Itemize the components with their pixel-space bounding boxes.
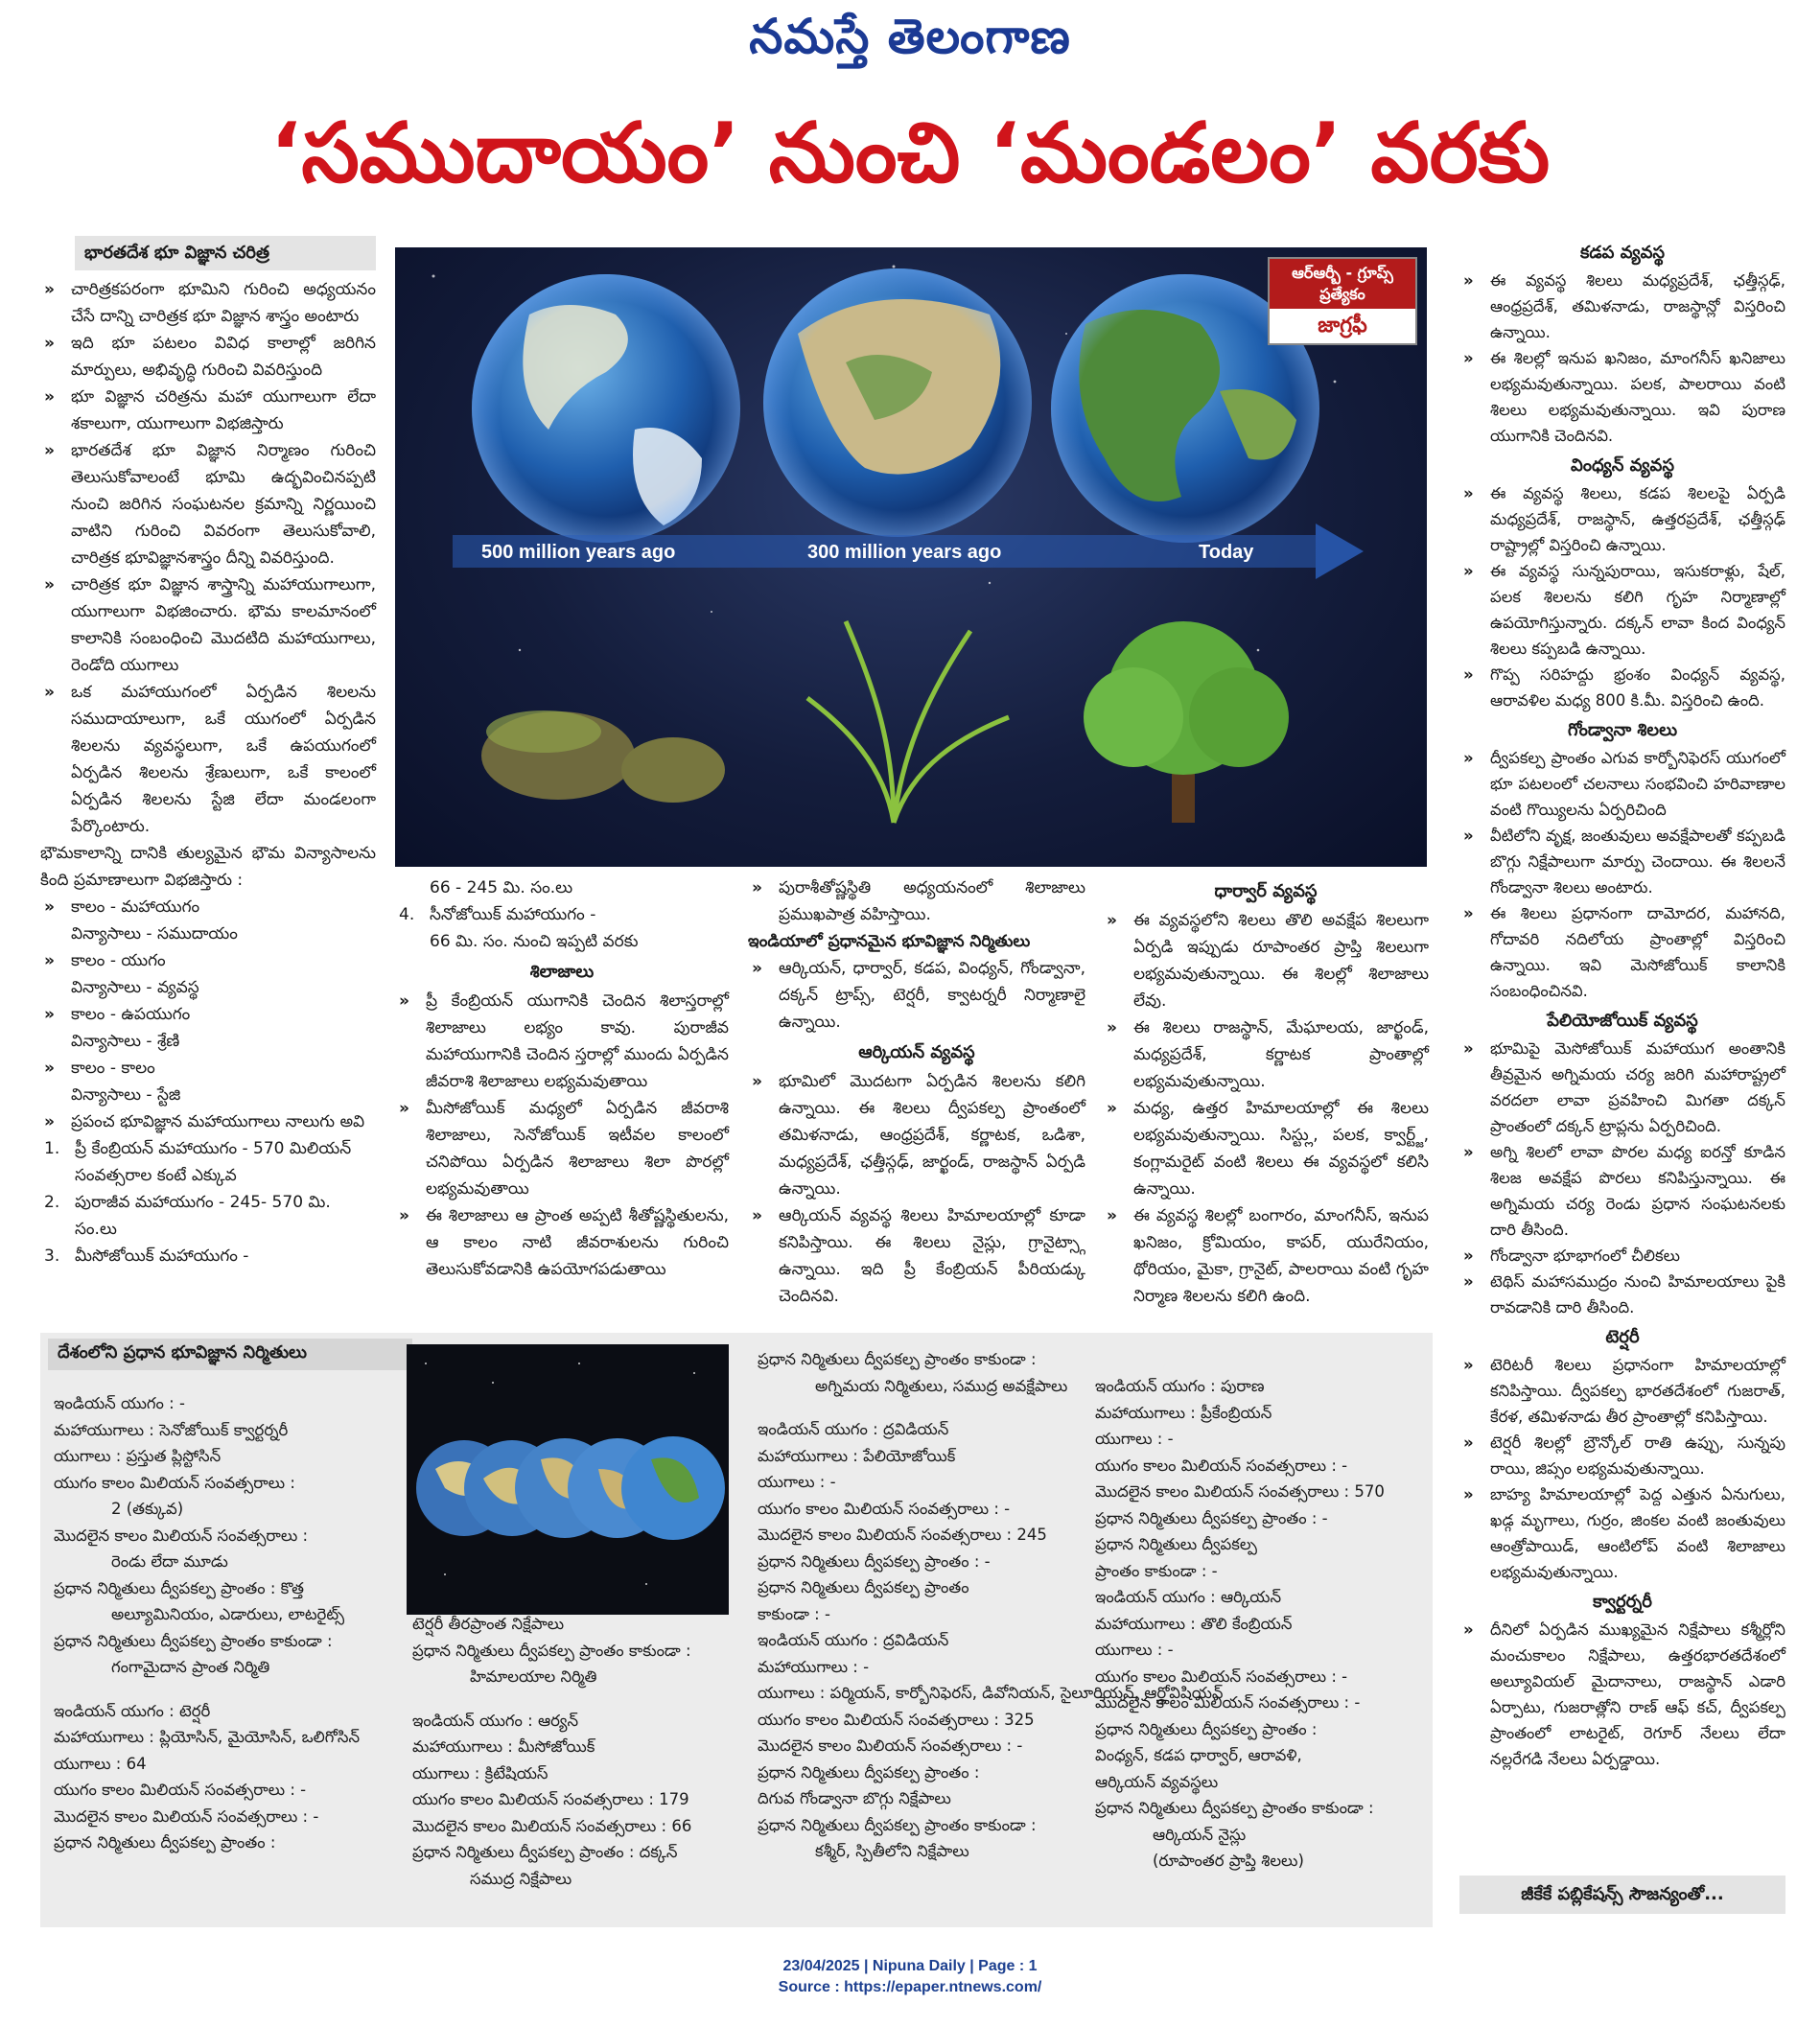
list-item: » ఈ శిలలు రాజస్థాన్, మేఘాలయ, జార్ఖండ్, మధ్యప్రదేశ్, కర్ణాటక ప్రాంతాల్లో లభ్యమవుతున్నాయి. [1103, 1014, 1429, 1095]
table-row: దిగువ గోండ్వానా బొగ్గు నిక్షేపాలు [758, 1789, 951, 1807]
table-row: ప్రధాన నిర్మితులు ద్వీపకల్ప ప్రాంతం : [54, 1833, 276, 1852]
formations-col-2 [412, 1611, 758, 1892]
section-heading: పేలియోజోయిక్ వ్యవస్థ [1547, 1011, 1698, 1031]
list-item: » గొప్ప సరిహద్దు భ్రంశం వింధ్యన్ వ్యవస్థ, ఆరావళిల మధ్య 800 కి.మీ. విస్తరించి ఉంది. [1459, 662, 1785, 713]
table-row: ప్రధాన నిర్మితులు ద్వీపకల్ప ప్రాంతం [758, 1578, 969, 1596]
list-item [40, 1135, 376, 1189]
list-item: » ఈ వ్యవస్థలోని శిలలు తొలి అవక్షేప శిలలుగా ఏర్పడి ఇప్పుడు రూపాంతర ప్రాప్తి శిలలుగా లభ్యమవుతున్నాయి. ఈ శిలల్లో శిలాజాలు లేవు. [1103, 907, 1429, 1014]
fern-icon [807, 621, 1009, 823]
table-row: ప్రధాన నిర్మితులు ద్వీపకల్ప ప్రాంతం : [1095, 1719, 1318, 1738]
list-item: » భూ విజ్ఞాన చరిత్రను మహా యుగాలుగా లేదా శకాలుగా, యుగాలుగా విభజిస్తారు [40, 384, 376, 437]
list-item: » టెథిస్ మహాసముద్రం నుంచి హిమాలయాలు పైకి రావడానికి దారి తీసింది. [1459, 1269, 1785, 1320]
list-item: » భారతదేశ భూ విజ్ఞాన నిర్మాణం గురించి తెలుసుకోవాలంటే భూమి ఉద్భవించినప్పటి నుంచి జరిగిన సంఘటనల క్రమాన్ని నిర్ణయించి వాటిని గురించి వివరంగా తెలుసుకోవాలి, చారిత్రక భూవిజ్ఞానశాస్త్రం దీన్ని వివరిస్తుంది. [40, 437, 376, 571]
list-text: మీసోజోయిక్ మహాయుగం - [75, 1246, 249, 1266]
list-text: పురాజీవ మహాయుగం - 245- 570 మి. సం.లు [75, 1193, 331, 1239]
list-item: » భూమిపై మెసోజోయిక్ మహాయుగ అంతానికి తీవ్రమైన అగ్నిమయ చర్య జరిగి మహారాష్ట్రలో వరదలా లావా ప్రవహించి మిగతా దక్కన్ ప్రాంతంలో దక్కన్ ట్రాప్లను ఏర్పరిచింది. [1459, 1036, 1785, 1139]
section-heading: దేశంలోని ప్రధాన భూవిజ్ఞాన నిర్మితులు [48, 1339, 412, 1370]
table-row: యుగం కాలం మిలియన్ సంవత్సరాలు : - [1095, 1666, 1348, 1686]
list-item: » ఈ శిలాజాలు ఆ ప్రాంత అప్పటి శీతోష్ణస్థితులను, ఆ కాలం నాటి జీవరాశులను గురించి తెలుసుకోవడానికి ఉపయోగపడుతాయి [395, 1202, 729, 1283]
list-item: » ద్వీపకల్ప ప్రాంతం ఎగువ కార్బోనిఫెరస్ యుగంలో భూ పటలంలో చలనాలు సంభవించి హరివాణాల వంటి గొయ్యిలను ఏర్పరిచింది [1459, 745, 1785, 823]
table-row: ప్రధాన నిర్మితులు ద్వీపకల్ప ప్రాంతం : దక్కన్ [412, 1843, 678, 1861]
table-row: టెర్షరీ తీరప్రాంత నిక్షేపాలు [412, 1615, 565, 1633]
list-item: » టెర్షరీ శిలల్లో బ్రౌన్కోల్ రాతి ఉప్పు, సున్నపు రాయి, జిప్సం లభ్యమవుతున్నాయి. [1459, 1430, 1785, 1481]
table-row: ప్రధాన నిర్మితులు ద్వీపకల్ప [1095, 1535, 1257, 1553]
table-row: ఆర్కియన్ వ్యవస్థలు [1095, 1772, 1219, 1791]
tree-icon [1084, 621, 1289, 823]
page-headline: ‘సముదాయం’ నుంచి ‘మండలం’ వరకు [269, 105, 1551, 201]
table-row: రెండు లేదా మూడు [111, 1552, 228, 1571]
moss-rock-icon [481, 711, 725, 803]
table-row: మొదలైన కాలం మిలియన్ సంవత్సరాలు : 245 [758, 1526, 1047, 1544]
table-row: ప్రధాన నిర్మితులు ద్వీపకల్ప ప్రాంతం కాకుండా : [54, 1631, 333, 1650]
table-row: మొదలైన కాలం మిలియన్ సంవత్సరాలు : - [1095, 1693, 1361, 1712]
section-heading: వింధ్యన్ వ్యవస్థ [1571, 455, 1674, 476]
section-heading: టెర్షరీ [1605, 1327, 1640, 1347]
list-item: » ఆర్కియన్, ధార్వార్, కడప, వింధ్యన్, గోండ్వానా, దక్కన్ ట్రాప్స్, టెర్షరీ, క్వాటర్నరీ నిర్మాణాలై ఉన్నాయి. [748, 955, 1085, 1036]
table-row: ప్రధాన నిర్మితులు ద్వీపకల్ప ప్రాంతం : కొత్త [54, 1578, 304, 1597]
table-row: యుగాలు : ప్రస్తుత ప్లిస్టోసిన్ [54, 1447, 222, 1465]
table-row: అల్యూమినియం, ఎడారులు, లాటరైట్స్ [111, 1605, 345, 1623]
section-heading: క్వార్టర్నరీ [1593, 1592, 1652, 1612]
list-item: » ఈ వ్యవస్థ శిలలు మధ్యప్రదేశ్, ఛత్తీస్గఢ్, ఆంధ్రప్రదేశ్, తమిళనాడు, రాజస్థాన్లో విస్తరించి ఉన్నాయి. [1459, 268, 1785, 345]
table-row: ప్రధాన నిర్మితులు ద్వీపకల్ప ప్రాంతం కాకుండా : [1095, 1799, 1374, 1817]
table-row: ఇండియన్ యుగం : టెర్షరీ [54, 1701, 211, 1720]
subheading: ఇండియాలో ప్రధానమైన భూవిజ్ఞాన నిర్మితులు [748, 932, 1031, 951]
table-row: యుగాలు : - [758, 1473, 836, 1491]
list-item: » దీనిలో ఏర్పడిన ముఖ్యమైన నిక్షేపాలు కశ్మీర్లోని మంచుకాలం నిక్షేపాలు, ఉత్తరభారతదేశంలో అల్యూవియల్ మైదానాలు, రాజస్థాన్ ఎడారి ఏర్పాటు, గుజరాత్లోని రాణ్ ఆఫ్ కచ్, ద్వీపకల్ప ప్రాంతంలో లాటరైట్, రెగూర్ నేలలు లేదా నల్లరేగడి నేలలు ఏర్పడ్డాయి. [1459, 1617, 1785, 1772]
table-row: యుగాలు : - [1095, 1430, 1174, 1448]
table-row: యుగాలు : పర్మియన్, కార్బోనిఫెరస్, డివోనియన్, సైలూరియన్, ఆర్డోవిషియన్ [758, 1684, 1224, 1702]
table-row: అగ్నిమయ నిర్మితులు, సముద్ర అవక్షేపాలు [815, 1376, 1068, 1395]
list-item: » చారిత్రక భూ విజ్ఞాన శాస్త్రాన్ని మహాయుగాలుగా, యుగాలుగా విభజించారు. భౌమ కాలమానంలో కాలానికి సంబంధించి మొదటిది మహాయుగాలు, రెండోది యుగాలు [40, 571, 376, 679]
list-item [40, 1243, 376, 1270]
table-row: మొదలైన కాలం మిలియన్ సంవత్సరాలు : [54, 1526, 309, 1545]
section-heading: గోండ్వానా శిలలు [1567, 720, 1678, 740]
table-row: ప్రధాన నిర్మితులు ద్వీపకల్ప ప్రాంతం : - [758, 1551, 991, 1571]
table-row: యుగాలు : - [1095, 1641, 1174, 1659]
table-row: గంగామైదాన ప్రాంత నిర్మితి [111, 1658, 270, 1676]
list-item: » వీటిలోని వృక్ష, జంతువులు అవక్షేపాలతో కప్పబడి బొగ్గు నిక్షేపాలుగా మార్పు చెందాయి. ఈ శిలలనే గోండ్వానా శిలలు అంటారు. [1459, 823, 1785, 900]
page-footer [0, 1956, 1820, 1998]
table-row: ఇండియన్ యుగం : ద్రవిడియన్ [758, 1631, 949, 1649]
table-row: కాకుండా : - [758, 1604, 830, 1623]
footer-source-line: Source : https://epaper.ntnews.com/ [778, 1979, 1042, 1995]
table-row: ప్రధాన నిర్మితులు ద్వీపకల్ప ప్రాంతం : [758, 1762, 980, 1782]
list-number: 2. [44, 1193, 60, 1212]
term-period: » కాలం - కాలం [71, 1059, 155, 1078]
list-item: » ప్రపంచ భూవిజ్ఞాన మహాయుగాలు నాలుగు అవి [40, 1108, 376, 1135]
table-row: మహాయుగాలు : తొలి కేంబ్రియన్ [1095, 1614, 1293, 1633]
list-item: » ఈ శిలల్లో ఇనుప ఖనిజం, మాంగనీస్ ఖనిజాలు లభ్యమవుతున్నాయి. పలక, పాలరాయి వంటి శిలలు లభ్యమవుతున్నాయి. ఇవి పురాణ యుగానికి చెందినవి. [1459, 345, 1785, 449]
hero-image [395, 247, 1427, 867]
masthead-logo: నమస్తే తెలంగాణ [749, 8, 1071, 64]
list-item: » ఈ వ్యవస్థ సున్నపురాయి, ఇసుకరాళ్లు, షేల్, పలక శిలలను కలిగి గృహ నిర్మాణాల్లో ఉపయోగిస్తున్నారు. దక్కన్ లావా కింద వింధ్యన్ శిలలు కప్పబడి ఉన్నాయి. [1459, 558, 1785, 662]
table-row: యుగం కాలం మిలియన్ సంవత్సరాలు : 325 [758, 1710, 1035, 1729]
badge-series: ఆర్ఆర్బీ - గ్రూప్స్ ప్రత్యేకం [1270, 259, 1415, 309]
globe-500-icon [472, 274, 740, 543]
list-item: » మీసోజోయిక్ మధ్యలో ఏర్పడిన జీవరాశి శిలాజాలు, సెనోజోయిక్ ఇటీవల కాలంలో చనిపోయి ఏర్పడిన శిలాజాలు శిలా పొరల్లో లభ్యమవుతాయి [395, 1095, 729, 1202]
formations-col-1 [54, 1390, 399, 1856]
era-value: 66 - 245 మి. సం.లు [430, 878, 573, 897]
list-item: » ప్రీ కేంబ్రియన్ యుగానికి చెందిన శిలాస్తరాల్లో శిలాజాలు లభ్యం కావు. పురాజీవ మహాయుగానికి చెందిన స్తరాల్లో ముందు ఏర్పడిన జీవరాశి శిలాజాలు లభ్యమవుతాయి [395, 988, 729, 1095]
term-period: » కాలం - యుగం [71, 951, 166, 970]
list-item: » టెరిటరీ శిలలు ప్రధానంగా హిమాలయాల్లో కనిపిస్తాయి. ద్వీపకల్ప భారతదేశంలో గుజరాత్, కేరళ, తమిళనాడు తీర ప్రాంతాల్లో కనిపిస్తాయి. [1459, 1352, 1785, 1430]
spacer [54, 1681, 399, 1698]
paragraph: భౌమకాలాన్ని దానికి తుల్యమైన భౌమ విన్యాసాలను కింది ప్రమాణాలుగా విభజిస్తారు : [40, 844, 376, 890]
era-value: 66 మి. సం. నుంచి ఇప్పటి వరకు [430, 932, 639, 951]
term-formation: విన్యాసాలు - సముదాయం [71, 924, 238, 944]
planet-sequence-image [407, 1344, 729, 1615]
table-row: 2 (తక్కువ) [111, 1500, 184, 1518]
section-badge [1268, 257, 1417, 345]
term-pair [40, 1001, 376, 1055]
column-systems [1459, 236, 1785, 1772]
table-row: ఇండియన్ యుగం : ద్రవిడియన్ [758, 1420, 949, 1438]
term-formation: విన్యాసాలు - శ్రేణి [71, 1032, 180, 1051]
table-row: ప్రధాన నిర్మితులు ద్వీపకల్ప ప్రాంతం కాకుండా : [758, 1815, 1037, 1834]
table-row: (రూపాంతర ప్రాప్తి శిలలు) [1153, 1852, 1304, 1870]
table-row: మహాయుగాలు : ప్లియోసిన్, మైయోసిన్, ఒలిగోసిన్ [54, 1728, 361, 1746]
table-row: ఆర్కియన్ నైస్లు [1153, 1825, 1247, 1844]
credit-box: జీకేకే పబ్లికేషన్స్ సౌజన్యంతో... [1459, 1876, 1785, 1914]
table-row: మొదలైన కాలం మిలియన్ సంవత్సరాలు : 66 [412, 1816, 692, 1835]
list-item: » చారిత్రకపరంగా భూమిని గురించి అధ్యయనం చేసే దాన్ని చారిత్రక భూ విజ్ఞాన శాస్త్రం అంటారు [40, 276, 376, 330]
label-500-million: 500 million years ago [481, 542, 676, 563]
table-row: సముద్ర నిక్షేపాలు [470, 1869, 572, 1888]
column-archaean [748, 874, 1085, 1310]
globe-300-icon [763, 268, 1032, 537]
list-item: » అగ్ని శిలలో లావా పొరల మధ్య ఐరన్తో కూడిన శిలజ అవక్షేప పొరలు కనిపిస్తున్నాయి. ఈ అగ్నిమయ చర్య రెండు ప్రధాన సంఘటనలకు దారి తీసింది. [1459, 1139, 1785, 1243]
table-row: ఇండియన్ యుగం : ఆర్యన్ [412, 1711, 579, 1730]
table-row: యుగం కాలం మిలియన్ సంవత్సరాలు : - [1095, 1456, 1348, 1475]
column-dharwar [1103, 874, 1429, 1310]
section-heading: కడప వ్యవస్థ [1579, 243, 1666, 263]
list-item: » ఆర్కియన్ వ్యవస్థ శిలలు హిమాలయాల్లో కూడా కనిపిస్తాయి. ఈ శిలలు నైస్లు, గ్రానైట్స్గా ఉన్నాయి. ఇది ప్రీ కేంబ్రియన్ పీరియడ్కు చెందినవి. [748, 1202, 1085, 1310]
list-number: 1. [44, 1139, 60, 1158]
table-row: మహాయుగాలు : మీసోజోయిక్ [412, 1737, 595, 1756]
table-row: ఇండియన్ యుగం : ఆర్కియన్ [1095, 1588, 1282, 1606]
list-item: » గోండ్వానా భూభాగంలో చీలికలు [1459, 1243, 1785, 1269]
table-row: ప్రధాన నిర్మితులు ద్వీపకల్ప ప్రాంతం కాకుండా : [412, 1641, 691, 1660]
term-formation: విన్యాసాలు - వ్యవస్థ [71, 978, 199, 997]
term-period: » కాలం - ఉపయుగం [71, 1005, 191, 1024]
term-period: » కాలం - మహాయుగం [71, 897, 200, 917]
list-item: » ఒక మహాయుగంలో ఏర్పడిన శిలలను సముదాయాలుగా, ఒకే యుగంలో ఏర్పడిన శిలలను వ్యవస్థలుగా, ఒకే ఉపయుగంలో ఏర్పడిన శిలలను శ్రేణులుగా, ఒకే కాలంలో ఏర్పడిన శిలలను స్టేజి లేదా మండలంగా పేర్కొంటారు. [40, 679, 376, 840]
section-heading: ఆర్కియన్ వ్యవస్థ [858, 1042, 975, 1062]
list-item: » మధ్య, ఉత్తర హిమాలయాల్లో ఈ శిలలు లభ్యమవుతున్నాయి. సిస్ట్లు, పలక, క్వార్ట్జ్, కంగ్లామరైట్ వంటి శిలలు ఈ వ్యవస్థలో కలిసి ఉన్నాయి. [1103, 1095, 1429, 1202]
list-item: » పురాశీతోష్ణస్థితి అధ్యయనంలో శిలాజాలు ప్రముఖపాత్ర వహిస్తాయి. [748, 874, 1085, 928]
formations-table-panel [40, 1333, 1433, 1927]
list-item: 4. సీనోజోయిక్ మహాయుగం - [399, 905, 596, 924]
list-item: » బాహ్య హిమాలయాల్లో పెద్ద ఎత్తున ఏనుగులు, ఖడ్గ మృగాలు, గుర్రం, జింకల వంటి జంతువులు ఆంత్రోపాయిడ్, ఆంటిలోప్ వంటి శిలాజాలు లభ్యమవుతున్నాయి. [1459, 1481, 1785, 1585]
formations-col-4 [1095, 1373, 1426, 1875]
table-row: యుగం కాలం మిలియన్ సంవత్సరాలు : [54, 1473, 295, 1492]
spacer [758, 1399, 1093, 1416]
table-row: ప్రాంతం కాకుండా : - [1095, 1561, 1218, 1580]
label-300-million: 300 million years ago [807, 542, 1002, 563]
list-text: ప్రీ కేంబ్రియన్ మహాయుగం - 570 మిలియన్ సంవత్సరాల కంటే ఎక్కువ [75, 1139, 352, 1185]
table-row: మొదలైన కాలం మిలియన్ సంవత్సరాలు : - [758, 1736, 1023, 1755]
table-row: మహాయుగాలు : - [758, 1657, 870, 1676]
term-pair [40, 894, 376, 947]
badge-subject: జాగ్రఫీ [1318, 314, 1367, 338]
table-row: మొదలైన కాలం మిలియన్ సంవత్సరాలు : - [54, 1806, 319, 1826]
section-heading: భారతదేశ భూ విజ్ఞాన చరిత్ర [75, 236, 376, 270]
table-row: ఇండియన్ యుగం : - [54, 1394, 185, 1412]
table-row: మొదలైన కాలం మిలియన్ సంవత్సరాలు : 570 [1095, 1482, 1385, 1501]
list-number: 3. [44, 1246, 60, 1266]
table-row: వింధ్యన్, కడప ధార్వార్, ఆరావళి, [1095, 1746, 1302, 1764]
term-formation: విన్యాసాలు - స్టేజి [71, 1085, 181, 1105]
list-item: » ఈ వ్యవస్థ శిలల్లో బంగారం, మాంగనీస్, ఇనుప ఖనిజం, క్రోమియం, కాపర్, యురేనియం, థోరియం, మైకా, గ్రానైట్, పాలరాయి వంటి గృహ నిర్మాణ శిలలను కలిగి ఉంది. [1103, 1202, 1429, 1310]
table-row: యుగం కాలం మిలియన్ సంవత్సరాలు : 179 [412, 1790, 689, 1808]
table-row: యుగాలు : 64 [54, 1754, 147, 1773]
section-heading: ధార్వార్ వ్యవస్థ [1214, 881, 1318, 901]
table-row: మహాయుగాలు : ప్రీకేంబ్రియన్ [1095, 1403, 1272, 1422]
table-row: మహాయుగాలు : పేలియోజోయిక్ [758, 1446, 956, 1465]
table-row: మహాయుగాలు : సెనోజోయిక్ క్వార్టర్నరీ [54, 1420, 289, 1439]
table-row: కశ్మీర్, స్పితీలోని నిక్షేపాలు [815, 1842, 969, 1860]
term-pair [40, 947, 376, 1001]
table-row: హిమాలయాల నిర్మితి [470, 1667, 597, 1686]
table-row: ప్రధాన నిర్మితులు ద్వీపకల్ప ప్రాంతం కాకుండా : [758, 1350, 1037, 1368]
table-row: ప్రధాన నిర్మితులు ద్వీపకల్ప ప్రాంతం : - [1095, 1508, 1328, 1527]
term-pair [40, 1055, 376, 1108]
table-row: యుగం కాలం మిలియన్ సంవత్సరాలు : - [758, 1499, 1011, 1518]
label-today: Today [1199, 542, 1254, 563]
section-heading: శిలాజాలు [529, 962, 595, 982]
footer-date-line: 23/04/2025 | Nipuna Daily | Page : 1 [782, 1958, 1038, 1974]
table-row: యుగం కాలం మిలియన్ సంవత్సరాలు : - [54, 1781, 307, 1799]
list-item: » ఈ వ్యవస్థ శిలలు, కడప శిలలపై ఏర్పడి మధ్యప్రదేశ్, రాజస్థాన్, ఉత్తరప్రదేశ్, ఛత్తీస్గఢ్ రాష్ట్రాల్లో విస్తరించి ఉన్నాయి. [1459, 480, 1785, 558]
table-row: యుగాలు : క్రిటేషియస్ [412, 1763, 548, 1782]
column-history [40, 236, 376, 1270]
list-item: » ఈ శిలలు ప్రధానంగా దామోదర, మహానది, గోదావరి నదిలోయ ప్రాంతాల్లో విస్తరించి ఉన్నాయి. ఇవి మెసోజోయిక్ కాలానికి సంబంధించినవి. [1459, 900, 1785, 1004]
spacer [412, 1690, 758, 1708]
table-row: ఇండియన్ యుగం : పురాణ [1095, 1377, 1265, 1395]
list-item [40, 1189, 376, 1243]
list-item: » భూమిలో మొదటగా ఏర్పడిన శిలలను కలిగి ఉన్నాయి. ఈ శిలలు ద్వీపకల్ప ప్రాంతంలో తమిళనాడు, ఆంధ్రప్రదేశ్, కర్ణాటక, ఒడిశా, మధ్యప్రదేశ్, ఛత్తీస్గఢ్, జార్ఖండ్, రాజస్థాన్ ఏర్పడి ఉన్నాయి. [748, 1068, 1085, 1202]
column-fossils [395, 874, 729, 1283]
list-item: » ఇది భూ పటలం వివిధ కాలాల్లో జరిగిన మార్పులు, అభివృద్ధి గురించి వివరిస్తుంది [40, 330, 376, 384]
